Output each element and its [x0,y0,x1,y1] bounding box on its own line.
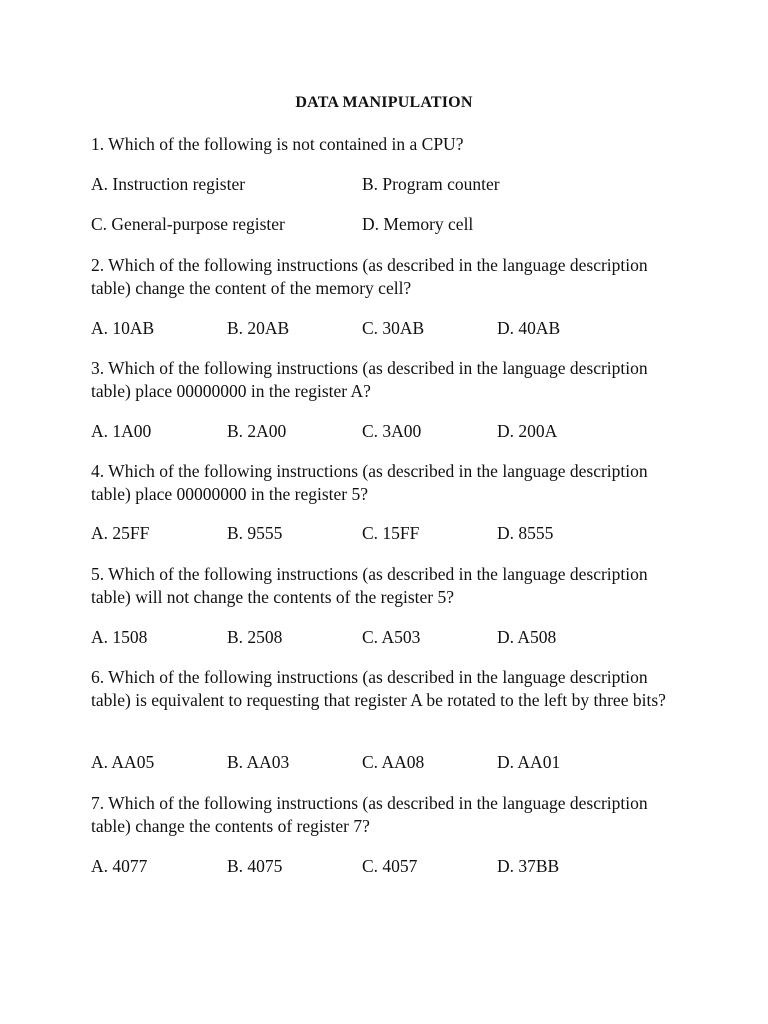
page-title: DATA MANIPULATION [295,94,473,111]
question-7-option-c: C. 4057 [362,856,418,876]
question-2-option-d: D. 40AB [497,318,561,338]
question-5-option-d: D. A508 [497,627,557,647]
question-1-option-c: C. General-purpose register [91,214,285,234]
question-3-option-d: D. 200A [497,421,558,441]
question-7-option-a: A. 4077 [91,856,148,876]
question-6-option-a: A. AA05 [91,752,155,772]
question-2-option-c: C. 30AB [362,318,425,338]
question-1-option-a: A. Instruction register [91,174,246,194]
question-2-option-a: A. 10AB [91,318,155,338]
question-1-option-d: D. Memory cell [362,214,474,234]
question-7-option-b: B. 4075 [227,856,283,876]
question-5-option-a: A. 1508 [91,627,148,647]
question-4-text: 4. Which of the following instructions (as described in the language description table) place 00000000 in the register 5? [91,461,648,504]
question-4-option-c: C. 15FF [362,523,420,543]
question-6-option-c: C. AA08 [362,752,425,772]
question-6-text: 6. Which of the following instructions (as described in the language description table) is equivalent to requesting that register A be rotated to the left by three bits? [91,667,666,710]
question-4-option-b: B. 9555 [227,523,283,543]
question-5-option-c: C. A503 [362,627,421,647]
question-4-option-a: A. 25FF [91,523,150,543]
question-6-option-d: D. AA01 [497,752,561,772]
question-2-option-b: B. 20AB [227,318,290,338]
question-1-option-b: B. Program counter [362,174,500,194]
question-1-text: 1. Which of the following is not contained in a CPU? [91,134,464,154]
question-3-option-a: A. 1A00 [91,421,152,441]
question-7-option-d: D. 37BB [497,856,560,876]
question-4-option-d: D. 8555 [497,523,554,543]
question-6-option-b: B. AA03 [227,752,290,772]
question-3-option-b: B. 2A00 [227,421,287,441]
question-3-option-c: C. 3A00 [362,421,422,441]
question-7-text: 7. Which of the following instructions (as described in the language description table) change the contents of register 7? [91,793,648,836]
question-3-text: 3. Which of the following instructions (as described in the language description table) place 00000000 in the register A? [91,358,648,401]
question-5-text: 5. Which of the following instructions (as described in the language description table) will not change the contents of the register 5? [91,564,648,607]
question-5-option-b: B. 2508 [227,627,283,647]
question-2-text: 2. Which of the following instructions (as described in the language description table) change the content of the memory cell? [91,255,648,298]
